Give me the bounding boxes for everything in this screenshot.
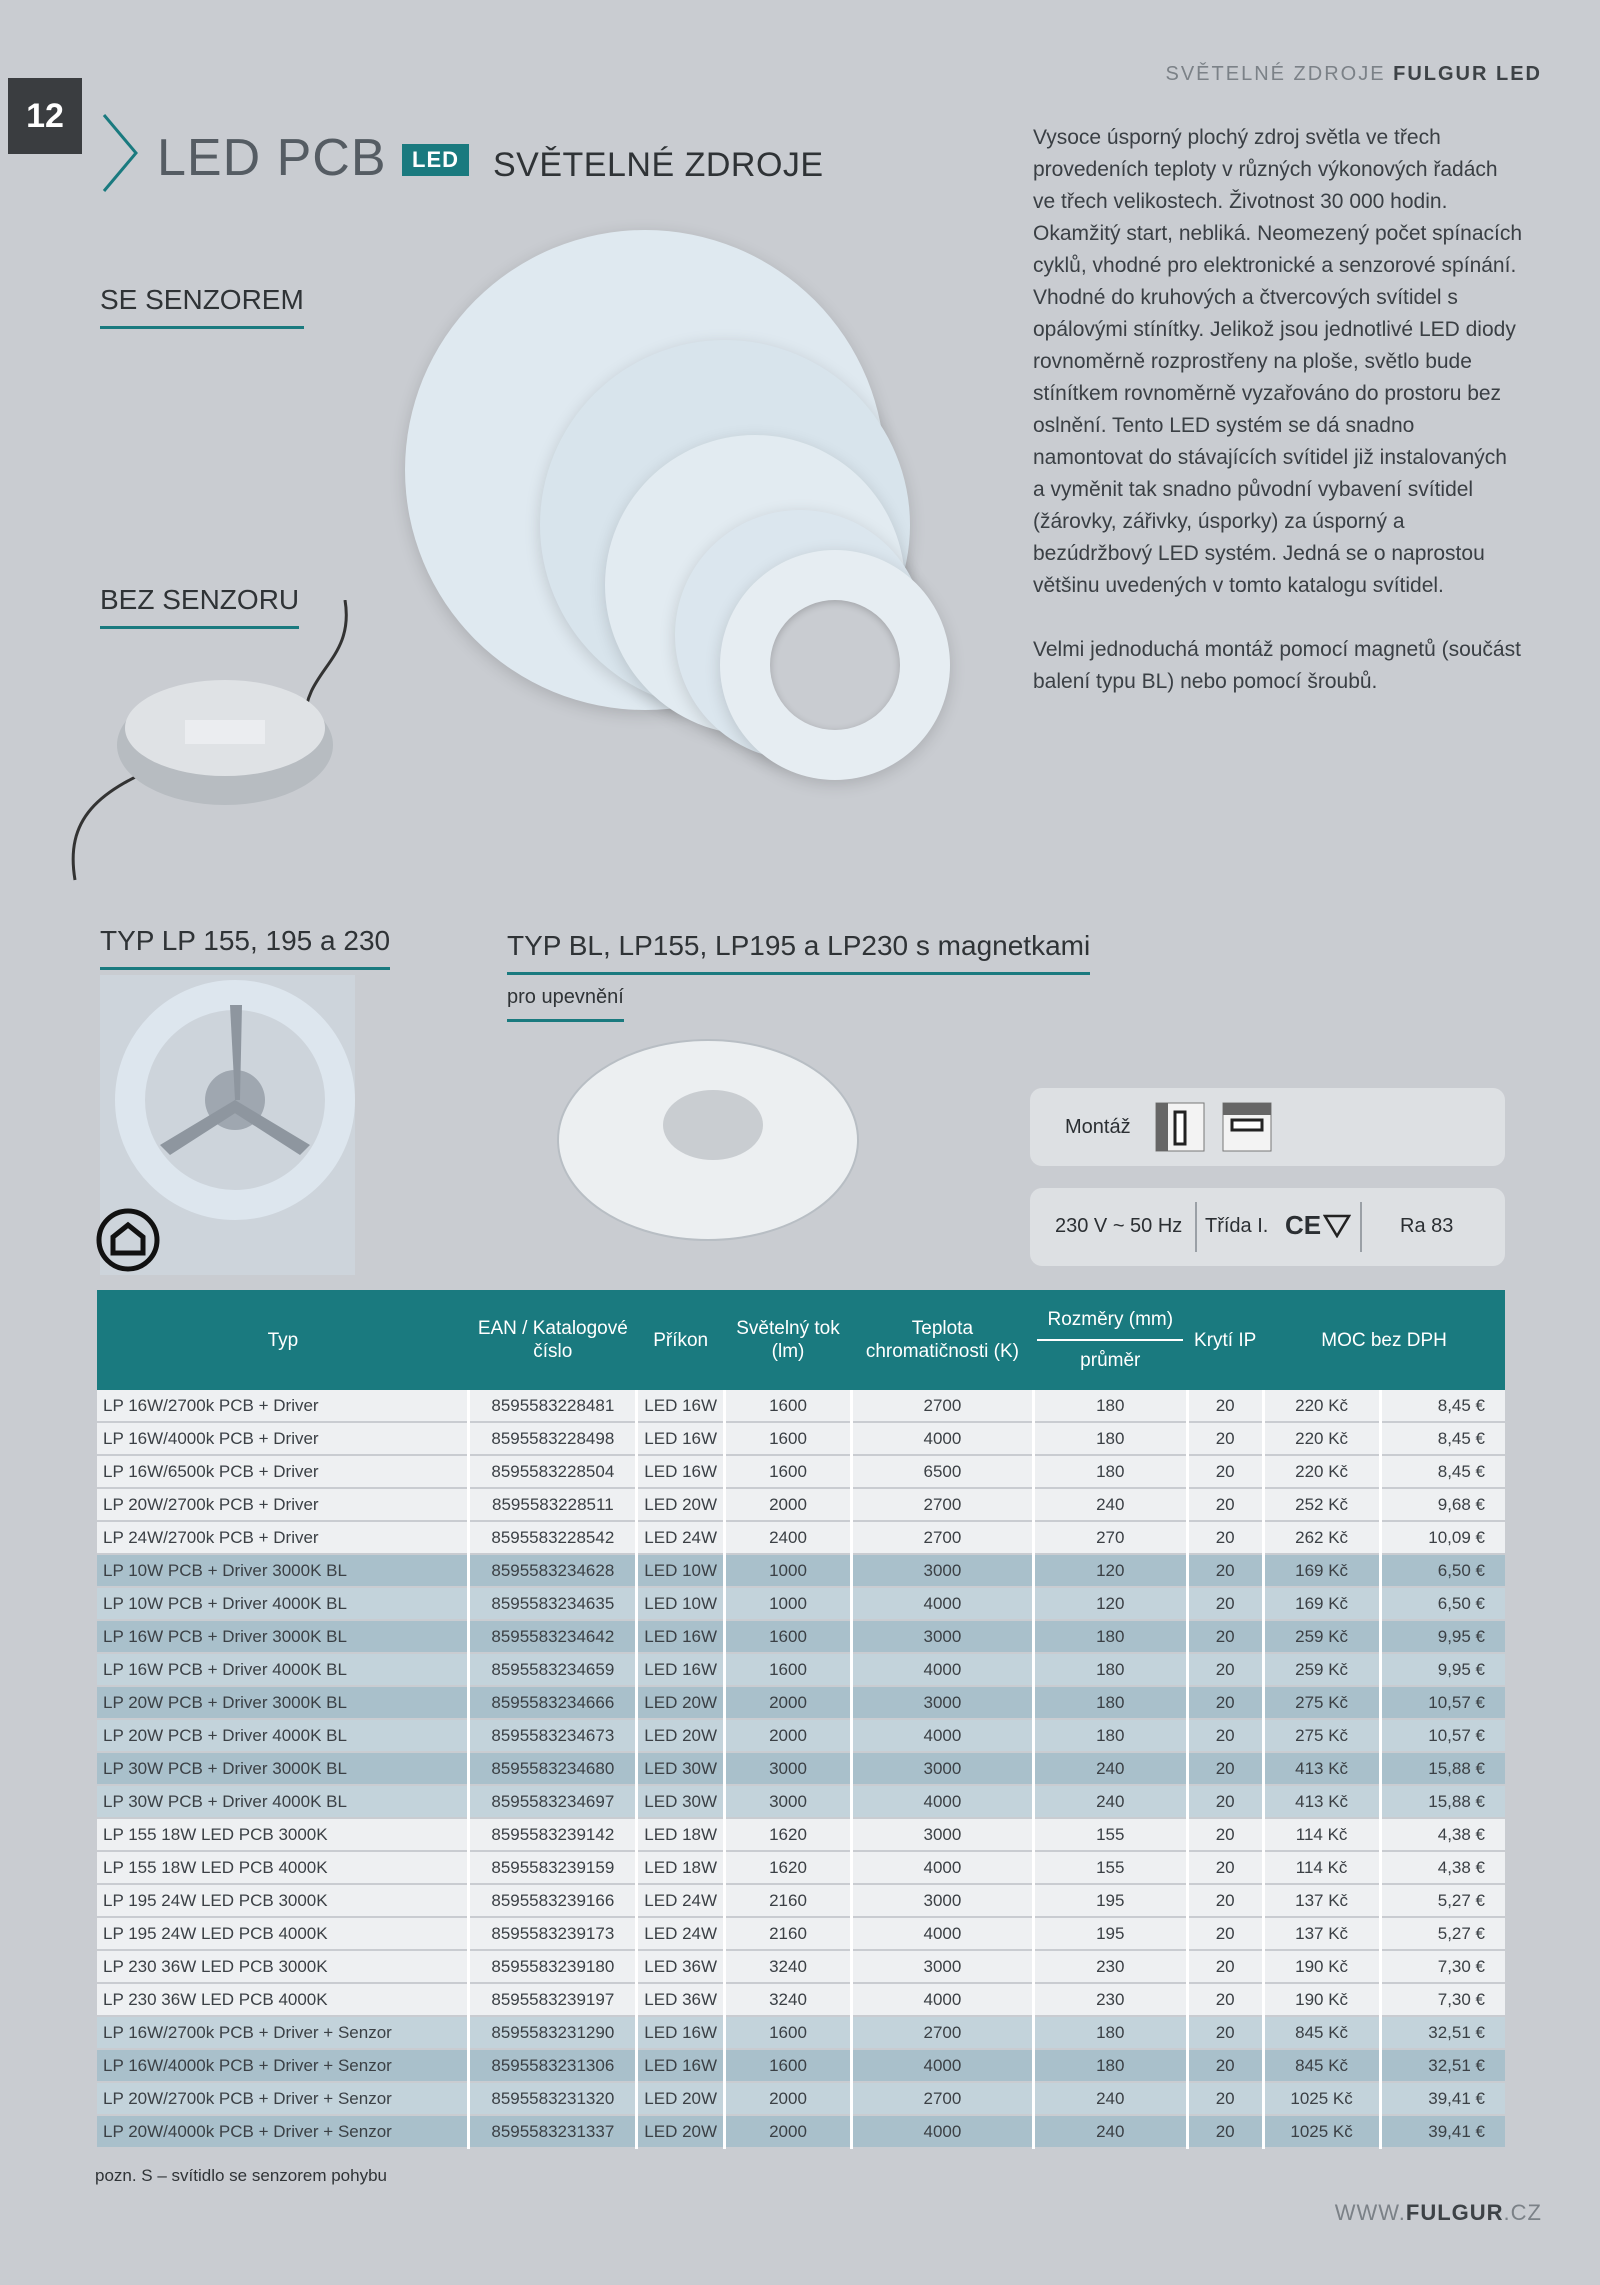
cell-prikon: LED 16W: [637, 1390, 725, 1422]
cell-ip: 20: [1187, 1554, 1263, 1587]
product-title: LED PCB: [157, 129, 387, 187]
cell-price-eur: 8,45 €: [1380, 1390, 1505, 1422]
cell-typ: LP 195 24W LED PCB 4000K: [97, 1917, 469, 1950]
cell-price-eur: 32,51 €: [1380, 2049, 1505, 2082]
cell-ean: 8595583228481: [469, 1390, 637, 1422]
cell-diameter: 180: [1033, 1719, 1187, 1752]
cell-ip: 20: [1187, 1653, 1263, 1686]
cell-ip: 20: [1187, 1818, 1263, 1851]
cell-tok: 2000: [725, 1719, 852, 1752]
cell-tok: 1600: [725, 1390, 852, 1422]
cell-price-czk: 413 Kč: [1263, 1785, 1380, 1818]
cell-tok: 1000: [725, 1587, 852, 1620]
cell-kelvin: 3000: [851, 1752, 1033, 1785]
cell-ip: 20: [1187, 1587, 1263, 1620]
cell-prikon: LED 18W: [637, 1818, 725, 1851]
table-row: [97, 1719, 1505, 1752]
table-row: [97, 2016, 1505, 2049]
cell-diameter: 120: [1033, 1587, 1187, 1620]
cell-kelvin: 3000: [851, 1554, 1033, 1587]
cell-price-eur: 10,09 €: [1380, 1521, 1505, 1554]
cell-ip: 20: [1187, 1785, 1263, 1818]
cell-diameter: 155: [1033, 1818, 1187, 1851]
cell-ean: 8595583239180: [469, 1950, 637, 1983]
cell-typ: LP 20W PCB + Driver 4000K BL: [97, 1719, 469, 1752]
cell-prikon: LED 20W: [637, 2115, 725, 2148]
cell-ean: 8595583239142: [469, 1818, 637, 1851]
label-without-sensor: BEZ SENZORU: [100, 584, 299, 629]
cell-prikon: LED 16W: [637, 1653, 725, 1686]
cell-typ: LP 30W PCB + Driver 4000K BL: [97, 1785, 469, 1818]
cell-diameter: 195: [1033, 1884, 1187, 1917]
cell-typ: LP 30W PCB + Driver 3000K BL: [97, 1752, 469, 1785]
cell-prikon: LED 16W: [637, 1620, 725, 1653]
cell-typ: LP 16W PCB + Driver 4000K BL: [97, 1653, 469, 1686]
footnote: pozn. S – svítidlo se senzorem pohybu: [95, 2166, 387, 2185]
cell-prikon: LED 16W: [637, 2016, 725, 2049]
label-with-sensor: SE SENZOREM: [100, 284, 304, 329]
table-row: [97, 1950, 1505, 1983]
cell-prikon: LED 16W: [637, 1455, 725, 1488]
table-body: [97, 1390, 1505, 2148]
cell-ip: 20: [1187, 1950, 1263, 1983]
cell-kelvin: 2700: [851, 2016, 1033, 2049]
cell-kelvin: 3000: [851, 1884, 1033, 1917]
cell-ean: 8595583234680: [469, 1752, 637, 1785]
cell-ip: 20: [1187, 1455, 1263, 1488]
led-badge: LED: [402, 144, 469, 176]
cell-prikon: LED 20W: [637, 1719, 725, 1752]
cell-price-czk: 169 Kč: [1263, 1554, 1380, 1587]
cell-kelvin: 4000: [851, 1785, 1033, 1818]
cell-diameter: 240: [1033, 1785, 1187, 1818]
cell-typ: LP 16W/4000k PCB + Driver + Senzor: [97, 2049, 469, 2082]
cell-ip: 20: [1187, 1686, 1263, 1719]
cell-kelvin: 4000: [851, 1587, 1033, 1620]
description-paragraph-2: Velmi jednoduchá montáž pomocí magnetů (součást balení typu BL) nebo pomocí šroubů.: [1033, 638, 1521, 693]
category-title: SVĚTELNÉ ZDROJE: [493, 146, 824, 184]
cell-ip: 20: [1187, 1719, 1263, 1752]
cell-diameter: 180: [1033, 1620, 1187, 1653]
surface-mount-icon: [1155, 1102, 1205, 1152]
cell-kelvin: 6500: [851, 1455, 1033, 1488]
cell-price-eur: 5,27 €: [1380, 1884, 1505, 1917]
cell-tok: 3240: [725, 1950, 852, 1983]
cell-typ: LP 10W PCB + Driver 3000K BL: [97, 1554, 469, 1587]
table-row: [97, 1422, 1505, 1455]
cell-ean: 8595583234635: [469, 1587, 637, 1620]
cell-tok: 3000: [725, 1785, 852, 1818]
cell-tok: 2000: [725, 1488, 852, 1521]
cell-price-eur: 39,41 €: [1380, 2115, 1505, 2148]
table-row: [97, 1554, 1505, 1587]
cell-tok: 2000: [725, 1686, 852, 1719]
cell-price-czk: 137 Kč: [1263, 1884, 1380, 1917]
cell-typ: LP 20W/4000k PCB + Driver + Senzor: [97, 2115, 469, 2148]
class-text: Třída I.: [1205, 1215, 1269, 1237]
label-type-lp: TYP LP 155, 195 a 230: [100, 925, 390, 970]
product-description: [1033, 122, 1523, 730]
cell-ip: 20: [1187, 1488, 1263, 1521]
cell-diameter: 180: [1033, 1686, 1187, 1719]
divider: [1360, 1202, 1362, 1252]
ce-mark: CE: [1285, 1210, 1322, 1240]
cell-typ: LP 16W/6500k PCB + Driver: [97, 1455, 469, 1488]
cell-price-eur: 39,41 €: [1380, 2082, 1505, 2115]
footer-url: [1335, 2200, 1542, 2226]
cell-diameter: 180: [1033, 1653, 1187, 1686]
cell-prikon: LED 24W: [637, 1884, 725, 1917]
cell-kelvin: 4000: [851, 2115, 1033, 2148]
cell-typ: LP 20W PCB + Driver 3000K BL: [97, 1686, 469, 1719]
cell-price-eur: 9,68 €: [1380, 1488, 1505, 1521]
cell-ip: 20: [1187, 1884, 1263, 1917]
cell-diameter: 240: [1033, 2115, 1187, 2148]
cell-kelvin: 4000: [851, 2049, 1033, 2082]
cell-tok: 1000: [725, 1554, 852, 1587]
header-prumer-label: průměr: [1080, 1350, 1141, 1371]
cell-diameter: 180: [1033, 1455, 1187, 1488]
cell-price-czk: 190 Kč: [1263, 1950, 1380, 1983]
cell-price-eur: 4,38 €: [1380, 1818, 1505, 1851]
cell-ean: 8595583234673: [469, 1719, 637, 1752]
table-row: [97, 1752, 1505, 1785]
home-icon: [95, 1207, 161, 1278]
header-ean: EAN / Katalogové číslo: [469, 1290, 637, 1390]
chevron-right-icon: [100, 113, 140, 193]
cell-prikon: LED 20W: [637, 1488, 725, 1521]
table-row: [97, 1884, 1505, 1917]
header-tok: Světelný tok (lm): [725, 1290, 852, 1390]
cell-kelvin: 3000: [851, 1818, 1033, 1851]
table-row: [97, 1653, 1505, 1686]
label-type-bl: TYP BL, LP155, LP195 a LP230 s magnetkami: [507, 930, 1090, 975]
cell-price-czk: 169 Kč: [1263, 1587, 1380, 1620]
cell-price-czk: 262 Kč: [1263, 1521, 1380, 1554]
cell-price-eur: 8,45 €: [1380, 1422, 1505, 1455]
cell-prikon: LED 20W: [637, 1686, 725, 1719]
cell-ean: 8595583234628: [469, 1554, 637, 1587]
cell-price-czk: 259 Kč: [1263, 1620, 1380, 1653]
cell-kelvin: 4000: [851, 1851, 1033, 1884]
cell-price-czk: 845 Kč: [1263, 2049, 1380, 2082]
cell-price-czk: 259 Kč: [1263, 1653, 1380, 1686]
cell-price-czk: 1025 Kč: [1263, 2115, 1380, 2148]
cell-ean: 8595583234659: [469, 1653, 637, 1686]
cell-price-czk: 1025 Kč: [1263, 2082, 1380, 2115]
cell-ip: 20: [1187, 1917, 1263, 1950]
cell-ean: 8595583231320: [469, 2082, 637, 2115]
cell-ean: 8595583228511: [469, 1488, 637, 1521]
cell-diameter: 180: [1033, 2016, 1187, 2049]
mount-label: Montáž: [1065, 1116, 1131, 1138]
cell-kelvin: 3000: [851, 1950, 1033, 1983]
cell-ean: 8595583231306: [469, 2049, 637, 2082]
cell-price-eur: 15,88 €: [1380, 1752, 1505, 1785]
cell-ean: 8595583239173: [469, 1917, 637, 1950]
header-rozmery: [1033, 1290, 1187, 1390]
cell-tok: 1600: [725, 1620, 852, 1653]
table-header-row: [97, 1290, 1505, 1390]
header-rozmery-label: Rozměry (mm): [1037, 1308, 1183, 1341]
table-row: [97, 1521, 1505, 1554]
bl-disc-image: [548, 1030, 868, 1250]
cell-price-czk: 275 Kč: [1263, 1686, 1380, 1719]
cell-price-eur: 7,30 €: [1380, 1950, 1505, 1983]
cell-kelvin: 2700: [851, 1521, 1033, 1554]
cell-tok: 1600: [725, 1653, 852, 1686]
footer-brand: FULGUR: [1405, 2200, 1504, 2225]
table-row: [97, 1686, 1505, 1719]
cell-ip: 20: [1187, 2016, 1263, 2049]
led-pcb-discs-image: [390, 220, 990, 820]
cell-ip: 20: [1187, 1983, 1263, 2016]
cell-diameter: 155: [1033, 1851, 1187, 1884]
cell-tok: 1600: [725, 2016, 852, 2049]
cell-typ: LP 230 36W LED PCB 4000K: [97, 1983, 469, 2016]
cell-ip: 20: [1187, 2115, 1263, 2148]
cell-ean: 8595583231337: [469, 2115, 637, 2148]
table-row: [97, 1785, 1505, 1818]
cell-price-czk: 137 Kč: [1263, 1917, 1380, 1950]
table-row: [97, 1818, 1505, 1851]
cell-price-czk: 114 Kč: [1263, 1818, 1380, 1851]
cell-diameter: 240: [1033, 1752, 1187, 1785]
cell-price-czk: 114 Kč: [1263, 1851, 1380, 1884]
cell-ean: 8595583239197: [469, 1983, 637, 2016]
cell-prikon: LED 16W: [637, 2049, 725, 2082]
cell-price-eur: 8,45 €: [1380, 1455, 1505, 1488]
cell-typ: LP 16W/2700k PCB + Driver + Senzor: [97, 2016, 469, 2049]
cell-price-eur: 6,50 €: [1380, 1587, 1505, 1620]
voltage-text: 230 V ~ 50 Hz: [1055, 1215, 1183, 1237]
page-number: 12: [8, 78, 82, 154]
cell-ip: 20: [1187, 1390, 1263, 1422]
cell-typ: LP 16W PCB + Driver 3000K BL: [97, 1620, 469, 1653]
cell-price-eur: 5,27 €: [1380, 1917, 1505, 1950]
cell-ean: 8595583228504: [469, 1455, 637, 1488]
footer-prefix: WWW.: [1334, 2200, 1406, 2225]
cell-price-eur: 6,50 €: [1380, 1554, 1505, 1587]
cell-prikon: LED 36W: [637, 1950, 725, 1983]
cell-kelvin: 4000: [851, 1422, 1033, 1455]
cell-diameter: 240: [1033, 2082, 1187, 2115]
cell-prikon: LED 18W: [637, 1851, 725, 1884]
cell-price-czk: 220 Kč: [1263, 1390, 1380, 1422]
cell-ip: 20: [1187, 2049, 1263, 2082]
cell-diameter: 230: [1033, 1950, 1187, 1983]
cell-kelvin: 4000: [851, 1983, 1033, 2016]
footer-suffix: .CZ: [1503, 2200, 1542, 2225]
cell-ean: 8595583239159: [469, 1851, 637, 1884]
table-row: [97, 2115, 1505, 2148]
table-row: [97, 1983, 1505, 2016]
header-kryti: Krytí IP: [1187, 1290, 1263, 1390]
cell-price-czk: 413 Kč: [1263, 1752, 1380, 1785]
cell-tok: 3000: [725, 1752, 852, 1785]
header-prikon: Příkon: [637, 1290, 725, 1390]
ra-text: Ra 83: [1400, 1215, 1454, 1237]
cell-ip: 20: [1187, 1620, 1263, 1653]
header-brand-prefix: SVĚTELNÉ ZDROJE: [1165, 63, 1386, 85]
cell-diameter: 270: [1033, 1521, 1187, 1554]
cell-typ: LP 24W/2700k PCB + Driver: [97, 1521, 469, 1554]
cell-tok: 2160: [725, 1917, 852, 1950]
cell-kelvin: 2700: [851, 2082, 1033, 2115]
cell-tok: 1600: [725, 1422, 852, 1455]
header-brand: [1166, 63, 1543, 86]
cell-kelvin: 2700: [851, 1488, 1033, 1521]
cell-diameter: 180: [1033, 1422, 1187, 1455]
f-mark-icon: [1323, 1214, 1351, 1238]
cell-ean: 8595583228498: [469, 1422, 637, 1455]
cell-prikon: LED 10W: [637, 1587, 725, 1620]
cell-typ: LP 155 18W LED PCB 4000K: [97, 1851, 469, 1884]
cell-prikon: LED 10W: [637, 1554, 725, 1587]
cell-diameter: 230: [1033, 1983, 1187, 2016]
cell-kelvin: 4000: [851, 1719, 1033, 1752]
cell-tok: 1620: [725, 1851, 852, 1884]
cell-tok: 1600: [725, 1455, 852, 1488]
cell-ip: 20: [1187, 1521, 1263, 1554]
description-paragraph-1: Vysoce úsporný plochý zdroj světla ve třech provedeních teploty v různých výkonových řadách ve třech velikostech. Životnost 30 000 hodin. Okamžitý start, nebliká. Neomezený počet spínacích cyklů, vhodné pro elektronické a senzorové spínání. Vhodné do kruhových a čtvercových svítidel s opálovými stínítky. Jelikož jsou jednotlivé LED diody rovnoměrně rozprostřeny na ploše, světlo bude stínítkem rovnoměrně vyzařováno do prostoru bez oslnění. Tento LED systém se dá snadno namontovat do stávajících svítidel již instalovaných a vyměnit tak snadno původní vybavení svítidel (žárovky, zářivky, úsporky) za úsporný a bezúdržbový LED systém. Jedná se o naprostou většinu uvedených v tomto katalogu svítidel.: [1033, 126, 1523, 597]
cell-tok: 2160: [725, 1884, 852, 1917]
header-typ: Typ: [97, 1290, 469, 1390]
cell-typ: LP 16W/2700k PCB + Driver: [97, 1390, 469, 1422]
cell-kelvin: 4000: [851, 1653, 1033, 1686]
cell-ip: 20: [1187, 1752, 1263, 1785]
cell-prikon: LED 20W: [637, 2082, 725, 2115]
cell-typ: LP 20W/2700k PCB + Driver + Senzor: [97, 2082, 469, 2115]
table-row: [97, 1587, 1505, 1620]
specs-box: [1030, 1188, 1505, 1266]
table-row: [97, 1455, 1505, 1488]
label-type-bl-2: pro upevnění: [507, 986, 624, 1022]
cell-ip: 20: [1187, 1422, 1263, 1455]
table-row: [97, 1620, 1505, 1653]
cell-price-eur: 15,88 €: [1380, 1785, 1505, 1818]
mount-box: [1030, 1088, 1505, 1166]
table-row: [97, 1488, 1505, 1521]
cell-price-eur: 10,57 €: [1380, 1686, 1505, 1719]
cell-tok: 2400: [725, 1521, 852, 1554]
cell-price-czk: 190 Kč: [1263, 1983, 1380, 2016]
table-row: [97, 1390, 1505, 1422]
cell-prikon: LED 24W: [637, 1917, 725, 1950]
cell-tok: 3240: [725, 1983, 852, 2016]
cell-diameter: 120: [1033, 1554, 1187, 1587]
cell-ip: 20: [1187, 2082, 1263, 2115]
cell-typ: LP 230 36W LED PCB 3000K: [97, 1950, 469, 1983]
cell-ean: 8595583231290: [469, 2016, 637, 2049]
cell-kelvin: 4000: [851, 1917, 1033, 1950]
cell-typ: LP 10W PCB + Driver 4000K BL: [97, 1587, 469, 1620]
cell-tok: 2000: [725, 2082, 852, 2115]
cell-price-czk: 220 Kč: [1263, 1455, 1380, 1488]
cell-prikon: LED 24W: [637, 1521, 725, 1554]
driver-image: [55, 600, 375, 890]
cell-tok: 1620: [725, 1818, 852, 1851]
cell-typ: LP 195 24W LED PCB 3000K: [97, 1884, 469, 1917]
cell-typ: LP 155 18W LED PCB 3000K: [97, 1818, 469, 1851]
cell-price-czk: 220 Kč: [1263, 1422, 1380, 1455]
header-moc: MOC bez DPH: [1263, 1290, 1505, 1390]
cell-price-eur: 32,51 €: [1380, 2016, 1505, 2049]
ceiling-mount-icon: [1222, 1102, 1272, 1152]
cell-price-eur: 9,95 €: [1380, 1620, 1505, 1653]
cell-prikon: LED 36W: [637, 1983, 725, 2016]
divider: [1195, 1202, 1197, 1252]
cell-prikon: LED 30W: [637, 1785, 725, 1818]
cell-price-eur: 10,57 €: [1380, 1719, 1505, 1752]
cell-typ: LP 20W/2700k PCB + Driver: [97, 1488, 469, 1521]
cell-price-czk: 252 Kč: [1263, 1488, 1380, 1521]
cell-price-eur: 7,30 €: [1380, 1983, 1505, 2016]
cell-kelvin: 3000: [851, 1620, 1033, 1653]
cell-price-czk: 845 Kč: [1263, 2016, 1380, 2049]
cell-ean: 8595583239166: [469, 1884, 637, 1917]
cell-price-eur: 4,38 €: [1380, 1851, 1505, 1884]
table-row: [97, 2049, 1505, 2082]
header-brand-name: FULGUR LED: [1393, 63, 1542, 85]
cell-prikon: LED 30W: [637, 1752, 725, 1785]
cell-kelvin: 2700: [851, 1390, 1033, 1422]
cell-diameter: 180: [1033, 2049, 1187, 2082]
cell-ean: 8595583234697: [469, 1785, 637, 1818]
cell-ean: 8595583234642: [469, 1620, 637, 1653]
cell-diameter: 195: [1033, 1917, 1187, 1950]
cell-price-czk: 275 Kč: [1263, 1719, 1380, 1752]
cell-kelvin: 3000: [851, 1686, 1033, 1719]
cell-diameter: 240: [1033, 1488, 1187, 1521]
cell-ean: 8595583228542: [469, 1521, 637, 1554]
cell-tok: 1600: [725, 2049, 852, 2082]
table-row: [97, 1851, 1505, 1884]
cell-tok: 2000: [725, 2115, 852, 2148]
cell-price-eur: 9,95 €: [1380, 1653, 1505, 1686]
table-row: [97, 1917, 1505, 1950]
cell-diameter: 180: [1033, 1390, 1187, 1422]
cell-prikon: LED 16W: [637, 1422, 725, 1455]
cell-typ: LP 16W/4000k PCB + Driver: [97, 1422, 469, 1455]
table-row: [97, 2082, 1505, 2115]
header-teplota: Teplota chromatičnosti (K): [851, 1290, 1033, 1390]
cell-ean: 8595583234666: [469, 1686, 637, 1719]
cell-ip: 20: [1187, 1851, 1263, 1884]
spec-table: [97, 1290, 1505, 2149]
